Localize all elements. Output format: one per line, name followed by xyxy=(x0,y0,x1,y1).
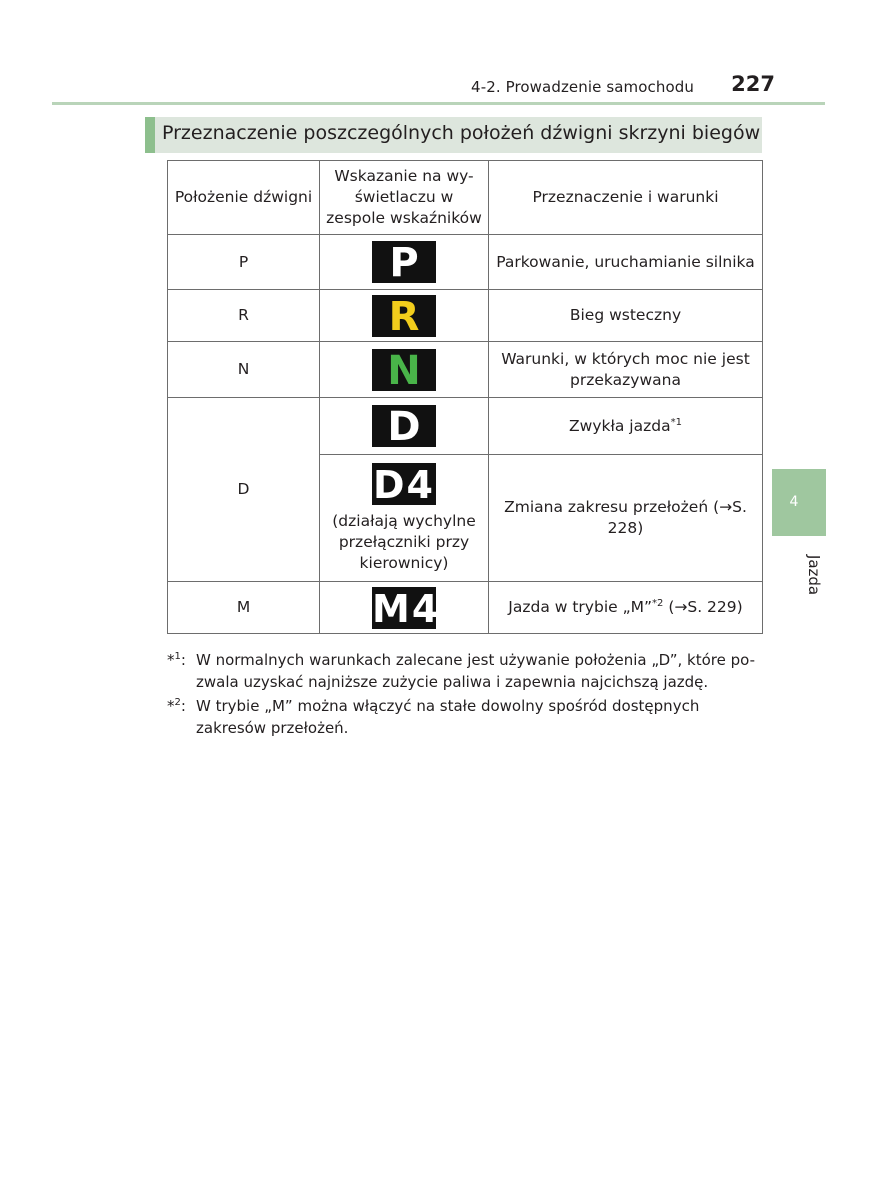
footnote-mark: *$^2$: xyxy=(167,697,186,715)
table-row xyxy=(168,398,763,455)
purpose-cell: Bieg wsteczny xyxy=(489,290,763,342)
display-cell xyxy=(320,342,489,398)
purpose-cell xyxy=(489,398,763,455)
position-cell: M xyxy=(168,582,320,634)
footnote-text: W trybie „M” można włączyć na stałe dowolny spośród dostępnych zakresów przełożeń. xyxy=(196,697,700,737)
footnotes xyxy=(167,649,763,739)
title-accent-mark xyxy=(145,117,155,153)
column-header-display: Wskazanie na wy-świetlaczu w zespole wskaźników xyxy=(320,161,489,235)
page-reference: (→S. 229) xyxy=(663,598,743,616)
footnote-ref: *1 xyxy=(670,416,682,428)
title-bar xyxy=(145,117,762,153)
display-cell xyxy=(320,290,489,342)
display-cell xyxy=(320,398,489,455)
section-title: Przeznaczenie poszczególnych położeń dźwigni skrzyni biegów xyxy=(162,122,761,144)
purpose-cell xyxy=(489,582,763,634)
gear-indicator-n: N xyxy=(372,349,436,391)
gear-indicator-d: D xyxy=(372,405,436,447)
section-header: 4-2. Prowadzenie samochodu xyxy=(471,78,694,96)
table-row xyxy=(168,582,763,634)
display-cell xyxy=(320,582,489,634)
shift-positions-table xyxy=(167,160,763,634)
display-cell xyxy=(320,235,489,290)
gear-indicator-r: R xyxy=(372,295,436,337)
page-number: 227 xyxy=(731,72,775,96)
position-cell: P xyxy=(168,235,320,290)
gear-indicator-m4: M4 xyxy=(372,586,441,631)
chapter-label: Jazda xyxy=(805,554,824,596)
purpose-text: Jazda w trybie „M” xyxy=(508,598,653,616)
display-note: (działają wychylne przełączniki przy kierownicy) xyxy=(332,511,476,572)
table-row xyxy=(168,235,763,290)
position-cell: D xyxy=(168,398,320,582)
gear-indicator-p: P xyxy=(372,241,436,283)
purpose-cell: Parkowanie, uruchamianie silnika xyxy=(489,235,763,290)
column-header-purpose: Przeznaczenie i warunki xyxy=(489,161,763,235)
position-cell: R xyxy=(168,290,320,342)
chapter-number: 4 xyxy=(789,494,799,510)
footnote xyxy=(167,649,763,693)
column-header-position: Położenie dźwigni xyxy=(168,161,320,235)
position-cell: N xyxy=(168,342,320,398)
purpose-cell: Zmiana zakresu przełożeń (→S. 228) xyxy=(489,455,763,582)
footnote-ref: *2 xyxy=(652,597,664,609)
footnote xyxy=(167,695,763,739)
display-cell xyxy=(320,455,489,582)
table-header-row xyxy=(168,161,763,235)
gear-indicator-d4: D4 xyxy=(373,462,435,507)
purpose-text: Zwykła jazda xyxy=(569,416,671,435)
footnote-mark: *$^1$: xyxy=(167,651,186,669)
footnote-text: W normalnych warunkach zalecane jest używanie położenia „D”, które po-zwala uzyskać najniższe zużycie paliwa i zapewnia najcichszą jazdę. xyxy=(196,651,756,691)
header-rule xyxy=(52,102,825,105)
table-row xyxy=(168,290,763,342)
purpose-cell: Warunki, w których moc nie jest przekazywana xyxy=(489,342,763,398)
table-row xyxy=(168,342,763,398)
